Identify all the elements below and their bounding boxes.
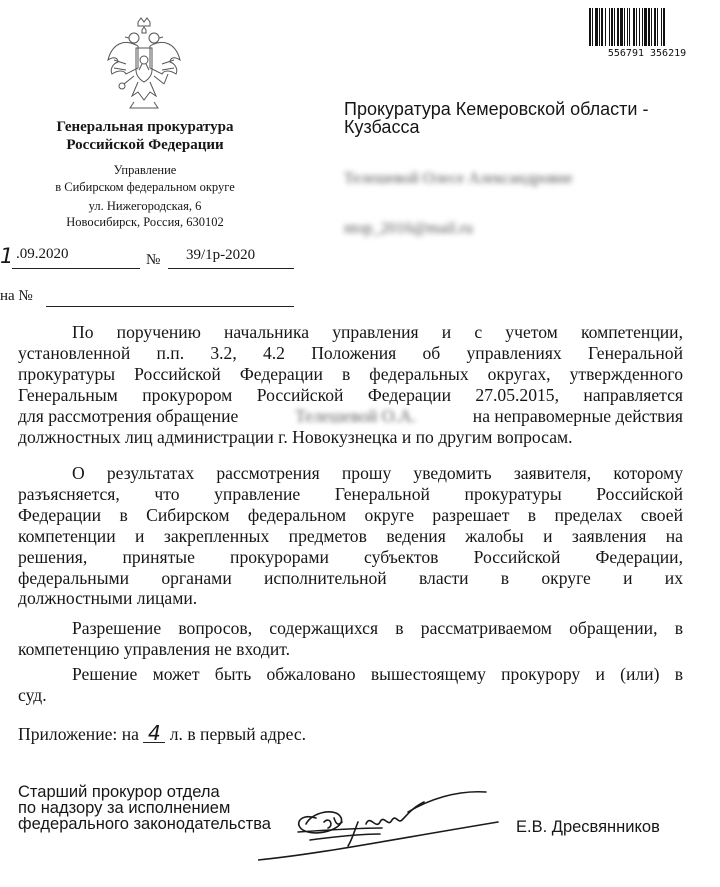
barcode-bar bbox=[605, 8, 606, 46]
body-line: Решение может быть обжаловано вышестоящему прокурору и (или) в bbox=[72, 664, 683, 684]
body-line: прокуратуры Российской Федерации в федеральных округах, утвержденного bbox=[18, 363, 683, 384]
body-line bbox=[18, 406, 683, 427]
signer-position bbox=[18, 784, 271, 832]
position-line: федерального законодательства bbox=[18, 815, 271, 833]
handwritten-signature bbox=[258, 782, 508, 864]
recipient-line: Кузбасса bbox=[344, 117, 420, 137]
attachment-suffix: л. в первый адрес. bbox=[169, 724, 307, 744]
barcode-bar bbox=[663, 8, 665, 46]
body-line: федеральными органами исполнительной власти в округе и их bbox=[18, 567, 683, 588]
reference-label: на № bbox=[0, 288, 33, 304]
barcode-bar bbox=[611, 8, 613, 46]
body-line: компетенцию управления не входит. bbox=[18, 638, 291, 659]
body-line: Разрешение вопросов, содержащихся в рассматриваемом обращении, в bbox=[72, 618, 683, 638]
letter-number: 39/1р-2020 bbox=[186, 247, 256, 263]
position-line: Старший прокурор отдела bbox=[18, 783, 220, 801]
barcode-bar bbox=[614, 8, 615, 46]
body-line: Федерации в Сибирском федеральном округе разрешает в пределах своей bbox=[18, 504, 683, 525]
barcode-bar bbox=[648, 8, 650, 46]
barcode-bar bbox=[599, 8, 600, 46]
org-line: Российской Федерации bbox=[66, 137, 224, 153]
paragraph-3 bbox=[18, 618, 683, 660]
barcode-bar bbox=[617, 8, 619, 46]
barcode-bar bbox=[589, 8, 591, 46]
paragraph-4 bbox=[18, 664, 683, 706]
position-line: по надзору за исполнением bbox=[18, 799, 231, 817]
barcode-bar bbox=[644, 8, 647, 46]
sender-organization bbox=[10, 118, 280, 154]
body-line: компетенции и закрепленных предметов ведения жалобы и заявления на bbox=[18, 525, 683, 546]
addr-line: Новосибирск, Россия, 630102 bbox=[66, 215, 224, 229]
barcode-bar bbox=[592, 8, 593, 46]
body-line: решения, принятые прокурорами субъектов Российской Федерации, bbox=[18, 546, 683, 567]
barcode-bar bbox=[609, 8, 610, 46]
body-line: Генеральным прокурором Российской Федерации 27.05.2015, направляется bbox=[18, 384, 683, 405]
barcode-number: 556791 356219 bbox=[607, 48, 687, 58]
barcode-bar bbox=[657, 8, 658, 46]
barcode bbox=[588, 8, 706, 58]
redacted-recipient-email: ntop_2016@mail.ru bbox=[344, 220, 473, 237]
barcode-bar bbox=[636, 8, 637, 46]
signer-name: Е.В. Дресвянников bbox=[516, 818, 660, 836]
dept-line: в Сибирском федеральном округе bbox=[55, 180, 235, 194]
letter-date: .09.2020 bbox=[16, 246, 69, 262]
sender-department bbox=[10, 162, 280, 196]
org-line: Генеральная прокуратура bbox=[56, 119, 234, 135]
barcode-bar bbox=[601, 8, 603, 46]
barcode-bar bbox=[661, 8, 662, 46]
paragraph-1 bbox=[18, 322, 683, 447]
barcode-bar bbox=[624, 8, 625, 46]
barcode-bar bbox=[651, 8, 652, 46]
body-text: на неправомерные действия bbox=[472, 405, 683, 426]
attachment-prefix: Приложение: на bbox=[18, 724, 139, 744]
number-underline bbox=[168, 268, 294, 269]
body-line: должностных лиц администрации г. Новокузнецка и по другим вопросам. bbox=[18, 426, 573, 447]
body-text: для рассмотрения обращение bbox=[18, 405, 239, 426]
barcode-bar bbox=[629, 8, 630, 46]
body-line: установленной п.п. 3.2, 4.2 Положения об управлениях Генеральной bbox=[18, 342, 683, 363]
body-line: О результатах рассмотрения прошу уведомить заявителя, которому bbox=[72, 463, 683, 483]
addr-line: ул. Нижегородская, 6 bbox=[88, 199, 202, 213]
paragraph-2 bbox=[18, 463, 683, 609]
barcode-bar bbox=[627, 8, 628, 46]
barcode-bar bbox=[595, 8, 598, 46]
recipient-line: Прокуратура Кемеровской области - bbox=[344, 99, 649, 119]
number-sign: № bbox=[146, 252, 161, 268]
barcode-bar bbox=[633, 8, 635, 46]
handwritten-page-count: 4 bbox=[143, 724, 165, 743]
body-line: суд. bbox=[18, 684, 47, 705]
redacted-recipient-name: Телешевой Олесе Александровне bbox=[344, 170, 573, 187]
attachment-line bbox=[18, 721, 307, 745]
barcode-bar bbox=[639, 8, 640, 46]
dept-line: Управление bbox=[113, 163, 177, 177]
date-underline bbox=[12, 268, 140, 269]
handwritten-day: 1 bbox=[0, 244, 14, 268]
barcode-bar bbox=[620, 8, 623, 46]
body-line: По поручению начальника управления и с учетом компетенции, bbox=[72, 322, 683, 342]
barcode-bar bbox=[642, 8, 643, 46]
reference-underline bbox=[46, 306, 294, 307]
coat-of-arms-emblem bbox=[104, 16, 184, 112]
barcode-bar bbox=[654, 8, 656, 46]
redacted-applicant-name: Телешевой О.А. bbox=[295, 405, 416, 426]
recipient-block bbox=[344, 100, 674, 136]
sender-address bbox=[10, 198, 280, 230]
body-line: разъясняется, что управление Генеральной прокуратуры Российской bbox=[18, 483, 683, 504]
body-line: должностными лицами. bbox=[18, 588, 198, 609]
